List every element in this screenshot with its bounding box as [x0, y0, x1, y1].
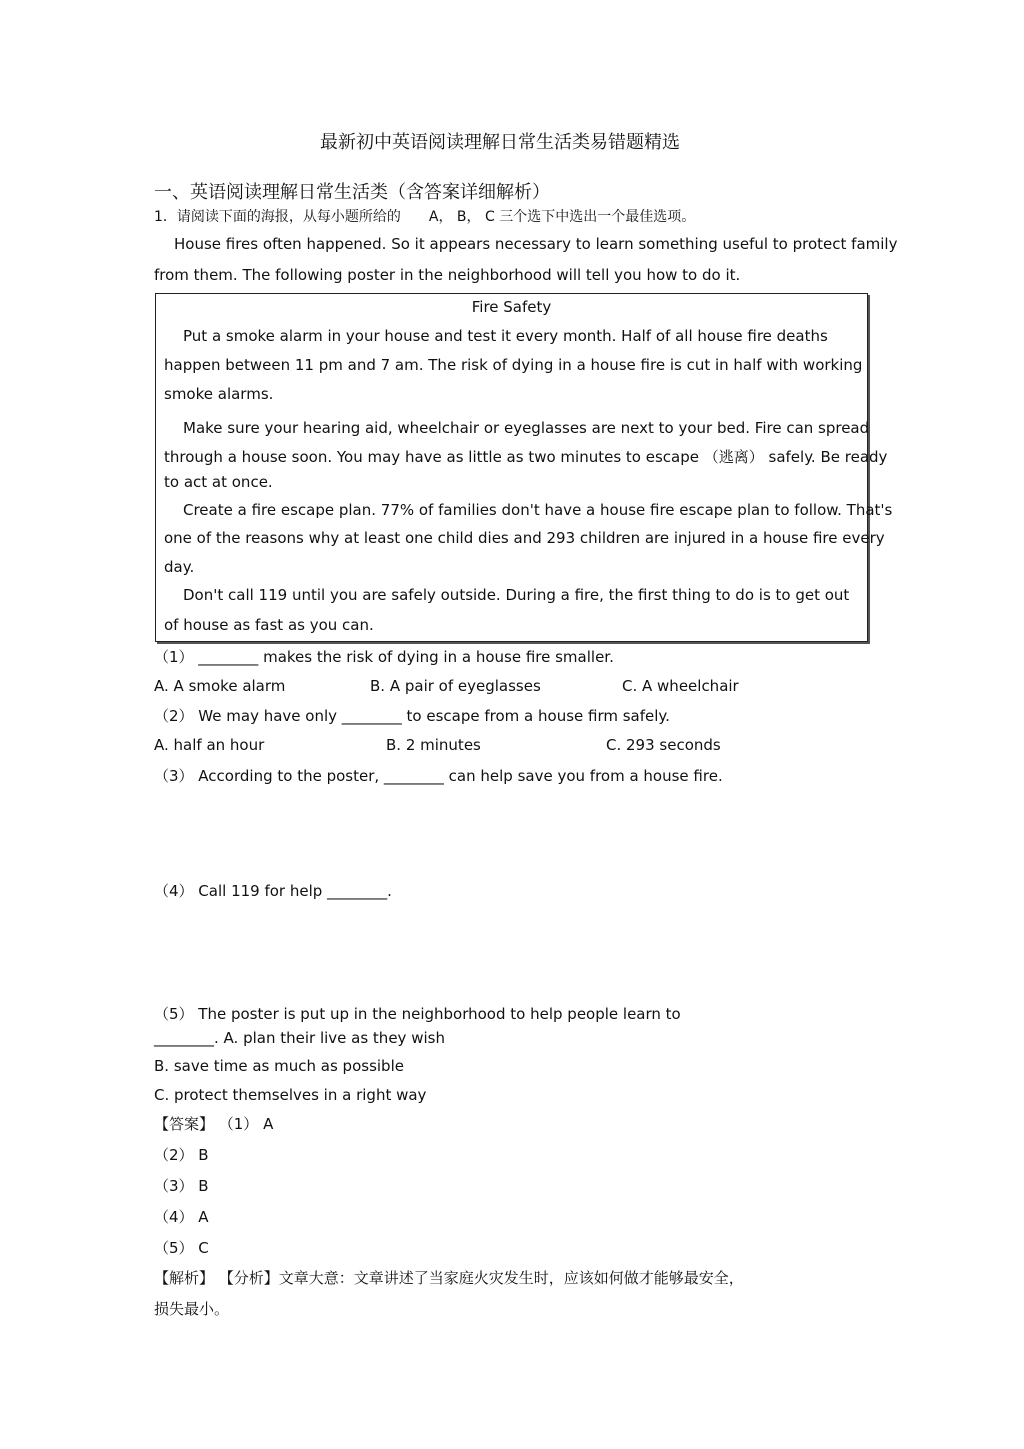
poster-p1-line2: happen between 11 pm and 7 am. The risk of dying in a house fire is cut in half with working	[164, 356, 863, 374]
question-4: （4） Call 119 for help ________.	[154, 882, 392, 900]
poster-p2-line3: to act at once.	[164, 473, 273, 491]
poster-p3-line1: Create a fire escape plan. 77% of families don't have a house fire escape plan to follow. That's	[183, 501, 893, 519]
poster-p1-line1: Put a smoke alarm in your house and test it every month. Half of all house fire deaths	[183, 327, 828, 345]
intro-line-2: from them. The following poster in the neighborhood will tell you how to do it.	[154, 266, 741, 284]
section-heading: 一、英语阅读理解日常生活类（含答案详细解析）	[154, 182, 550, 203]
poster-p2-line1: Make sure your hearing aid, wheelchair or eyeglasses are next to your bed. Fire can spread	[183, 419, 870, 437]
answer-1: 【答案】 （1） A	[154, 1115, 274, 1133]
question-5-option-a: ________. A. plan their live as they wish	[154, 1029, 445, 1047]
question-5-option-c: C. protect themselves in a right way	[154, 1086, 427, 1104]
question-2-option-a: A. half an hour	[154, 736, 265, 754]
poster-p3-line2: one of the reasons why at least one child dies and 293 children are injured in a house fire every	[164, 529, 885, 547]
answer-5: （5） C	[154, 1239, 209, 1257]
question-2-option-b: B. 2 minutes	[386, 736, 481, 754]
intro-line-1: House fires often happened. So it appears necessary to learn something useful to protect family	[174, 235, 898, 253]
question-3: （3） According to the poster, ________ can help save you from a house fire.	[154, 767, 723, 785]
document-title: 最新初中英语阅读理解日常生活类易错题精选	[320, 132, 680, 153]
analysis-line-1: 【解析】 【分析】文章大意：文章讲述了当家庭火灾发生时，应该如何做才能够最安全，	[154, 1269, 744, 1287]
analysis-line-2: 损失最小。	[154, 1300, 230, 1318]
answer-4: （4） A	[154, 1208, 209, 1226]
question-1-option-b: B. A pair of eyeglasses	[370, 677, 541, 695]
question-2: （2） We may have only ________ to escape from a house firm safely.	[154, 707, 670, 725]
question-1-option-c: C. A wheelchair	[622, 677, 739, 695]
question-instruction: 1．请阅读下面的海报，从每小题所给的 A， B， C 三个选下中选出一个最佳选项。	[154, 209, 696, 225]
poster-p4-line2: of house as fast as you can.	[164, 616, 374, 634]
question-1-option-a: A. A smoke alarm	[154, 677, 286, 695]
answer-2: （2） B	[154, 1146, 209, 1164]
question-2-option-c: C. 293 seconds	[606, 736, 721, 754]
question-5-option-b: B. save time as much as possible	[154, 1057, 404, 1075]
answer-3: （3） B	[154, 1177, 209, 1195]
poster-p3-line3: day.	[164, 558, 195, 576]
poster-p1-line3: smoke alarms.	[164, 385, 274, 403]
poster-title: Fire Safety	[471, 298, 552, 316]
poster-p2-line2: through a house soon. You may have as little as two minutes to escape （逃离） safely. Be ready	[164, 448, 888, 466]
question-1: （1） ________ makes the risk of dying in a house fire smaller.	[154, 648, 614, 666]
poster-p4-line1: Don't call 119 until you are safely outside. During a fire, the first thing to do is to get out	[183, 586, 850, 604]
fire-safety-poster	[155, 293, 893, 642]
question-5: （5） The poster is put up in the neighborhood to help people learn to	[154, 1005, 681, 1023]
